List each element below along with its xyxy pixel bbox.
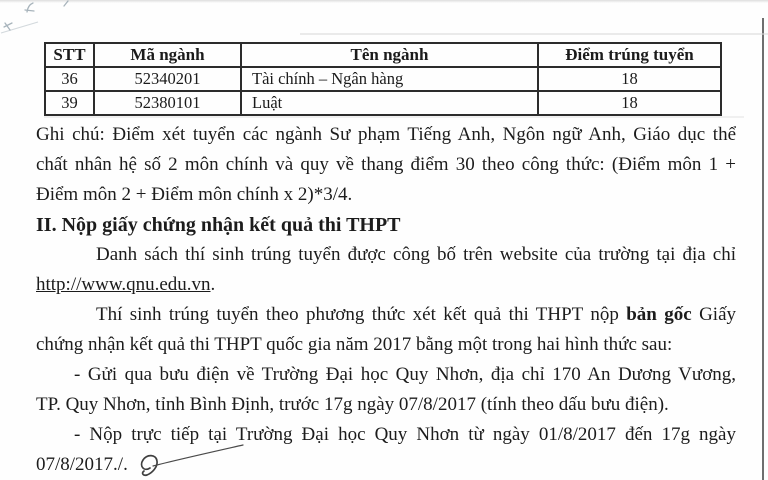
scan-top-edge: [0, 0, 768, 3]
cell-diem: 18: [538, 91, 721, 115]
list-item-line: - Gửi qua bưu điện về Trường Đại học Quy Nhơn, địa chỉ 170 An Dương Vương,: [74, 364, 736, 385]
col-header-diem: Điểm trúng tuyển: [538, 43, 721, 67]
ban-goc-bold-text: bản gốc: [626, 304, 692, 325]
paragraph-line: Danh sách thí sinh trúng tuyển được công bố trên website của trường tại địa chỉ: [96, 244, 736, 265]
paragraph-text: Thí sinh trúng tuyển theo phương thức xét kết quả thi THPT nộp: [96, 304, 627, 325]
link-period: .: [210, 274, 216, 295]
cell-ma-nganh: 52340201: [94, 67, 241, 91]
document-body: [36, 120, 736, 480]
section-2-heading: II. Nộp giấy chứng nhận kết quả thi THPT: [36, 214, 401, 236]
cell-stt: 36: [45, 67, 94, 91]
paragraph-line: [36, 300, 736, 330]
paragraph-text: Giấy: [691, 304, 737, 325]
cell-diem: 18: [538, 67, 721, 91]
paragraph-line: chứng nhận kết quả thi THPT quốc gia năm 2017 bằng một trong hai hình thức sau:: [36, 334, 673, 355]
col-header-ma-nganh: Mã ngành: [94, 43, 241, 67]
list-item-line: 07/8/2017./.: [36, 454, 128, 475]
note-line-3: Điểm môn 2 + Điểm môn chính x 2)*3/4.: [36, 184, 353, 205]
website-link[interactable]: http://www.qnu.edu.vn: [36, 274, 211, 295]
scan-echo-line: [300, 33, 768, 35]
list-item-line: TP. Quy Nhơn, tỉnh Bình Định, trước 17g ngày 07/8/2017 (tính theo dấu bưu điện).: [36, 394, 669, 415]
scan-echo-line: [44, 116, 744, 118]
website-line: [36, 270, 736, 300]
table-row: [45, 67, 721, 91]
cell-stt: 39: [45, 91, 94, 115]
signature-mark: [136, 442, 248, 478]
cell-ma-nganh: 52380101: [94, 91, 241, 115]
table-row: [45, 91, 721, 115]
pencil-marks-icon: [0, 0, 90, 45]
col-header-stt: STT: [45, 43, 94, 67]
col-header-ten-nganh: Tên ngành: [241, 43, 538, 67]
scan-edge-line: [762, 18, 764, 480]
note-line-1: Ghi chú: Điểm xét tuyển các ngành Sư phạm Tiếng Anh, Ngôn ngữ Anh, Giáo dục thể: [36, 124, 736, 145]
cell-ten-nganh: Luật: [241, 91, 538, 115]
table-header-row: [45, 43, 721, 67]
list-item-line: - Nộp trực tiếp tại Trường Đại học Quy Nhơn từ ngày 01/8/2017 đến 17g ngày: [74, 424, 736, 445]
note-line-2: chất nhân hệ số 2 môn chính và quy về thang điểm 30 theo công thức: (Điểm môn 1 +: [36, 154, 736, 175]
cell-ten-nganh: Tài chính – Ngân hàng: [241, 67, 538, 91]
admission-score-table: [44, 42, 722, 116]
